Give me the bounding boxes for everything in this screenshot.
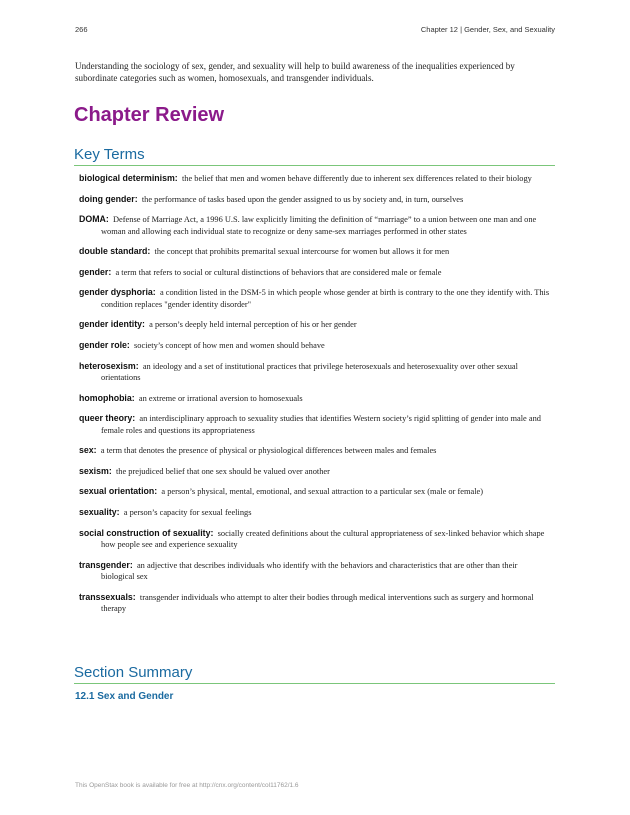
key-term-word: double standard: — [79, 246, 151, 257]
key-term-definition: a person’s physical, mental, emotional, and sexual attraction to a particular sex (male or female) — [161, 487, 484, 497]
subsection-title: 12.1 Sex and Gender — [75, 691, 174, 702]
key-term-definition: the performance of tasks based upon the gender assigned to us by society and, in turn, ourselves — [141, 194, 464, 204]
key-term-word: gender role: — [79, 339, 130, 350]
key-term-definition: a condition listed in the DSM-5 in which people whose gender at birth is contrary to the one they identify with. This condition replaces "gender identity disorder" — [101, 288, 550, 309]
key-term-definition: an extreme or irrational aversion to homosexuals — [138, 393, 303, 403]
key-term-entry — [79, 340, 551, 351]
key-term-definition: society’s concept of how men and women should behave — [134, 340, 325, 350]
key-term-word: gender identity: — [79, 319, 145, 330]
key-term-word: biological determinism: — [79, 173, 178, 183]
key-term-entry — [79, 507, 551, 518]
chapter-review-title: Chapter Review — [74, 104, 225, 126]
key-term-word: queer theory: — [79, 413, 136, 424]
key-term-definition: the concept that prohibits premarital sexual intercourse for women but allows it for men — [154, 247, 450, 257]
key-term-word: sex: — [79, 445, 97, 456]
key-term-entry — [79, 393, 551, 404]
key-term-word: sexual orientation: — [79, 486, 158, 497]
key-term-entry — [79, 246, 551, 257]
key-term-entry — [79, 173, 551, 184]
key-term-word: homophobia: — [79, 392, 135, 403]
key-terms-heading: Key Terms — [74, 146, 555, 166]
key-terms-list — [79, 173, 551, 624]
key-term-entry — [79, 466, 551, 477]
key-term-entry — [79, 592, 551, 615]
key-term-entry — [79, 486, 551, 497]
key-term-definition: an interdisciplinary approach to sexuality studies that identifies Western society’s rigid splitting of gender into male and female roles and questions its appropriateness — [101, 414, 541, 435]
intro-paragraph: Understanding the sociology of sex, gender, and sexuality will help to build awareness of the inequalities experienced by subordinate categories such as women, homosexuals, and transgender individuals. — [75, 61, 515, 84]
key-term-word: gender dysphoria: — [79, 287, 156, 298]
key-term-word: doing gender: — [79, 193, 138, 204]
key-term-definition: Defense of Marriage Act, a 1996 U.S. law explicitly limiting the definition of “marriage” to a union between one man and one woman and allowing each individual state to recognize or deny same-sex marriages performed in other states — [101, 215, 537, 236]
key-term-entry — [79, 194, 551, 205]
key-term-entry — [79, 361, 551, 384]
section-summary-heading: Section Summary — [74, 664, 555, 684]
key-term-definition: an ideology and a set of institutional practices that privilege heterosexuals and heterosexuality over other sexual orientations — [101, 361, 518, 382]
key-term-entry — [79, 445, 551, 456]
key-term-word: DOMA: — [79, 214, 109, 225]
key-term-entry — [79, 528, 551, 551]
page-footer: This OpenStax book is available for free at http://cnx.org/content/col11762/1.6 — [75, 782, 299, 789]
page-header — [75, 25, 555, 39]
key-term-definition: an adjective that describes individuals who identify with the behaviors and characteristics that are other than their biological sex — [101, 560, 518, 581]
page-number: 266 — [75, 25, 88, 34]
key-term-word: heterosexism: — [79, 360, 139, 371]
key-term-word: sexism: — [79, 465, 112, 476]
key-term-entry — [79, 267, 551, 278]
key-term-entry — [79, 214, 551, 237]
running-chapter-title: Chapter 12 | Gender, Sex, and Sexuality — [420, 25, 555, 34]
key-term-word: sexuality: — [79, 506, 120, 517]
key-term-definition: a term that refers to social or cultural distinctions of behaviors that are considered male or female — [115, 267, 442, 277]
key-term-entry — [79, 287, 551, 310]
key-term-definition: a person’s deeply held internal perception of his or her gender — [149, 320, 357, 330]
key-term-definition: the prejudiced belief that one sex should be valued over another — [115, 466, 330, 476]
key-term-definition: transgender individuals who attempt to alter their bodies through medical interventions such as surgery and hormonal therapy — [101, 592, 534, 613]
key-term-definition: socially created definitions about the cultural appropriateness of sex-linked behavior which shape how people see and experience sexuality — [101, 528, 545, 549]
key-term-definition: a term that denotes the presence of physical or physiological differences between males and females — [100, 446, 437, 456]
key-term-word: gender: — [79, 266, 112, 277]
key-term-word: transsexuals: — [79, 591, 136, 602]
key-term-word: social construction of sexuality: — [79, 527, 214, 538]
key-term-definition: the belief that men and women behave differently due to inherent sex differences related to their biology — [181, 174, 532, 183]
key-term-word: transgender: — [79, 559, 133, 570]
key-term-entry — [79, 560, 551, 583]
key-term-entry — [79, 413, 551, 436]
key-term-definition: a person’s capacity for sexual feelings — [123, 507, 252, 517]
key-term-entry — [79, 319, 551, 330]
